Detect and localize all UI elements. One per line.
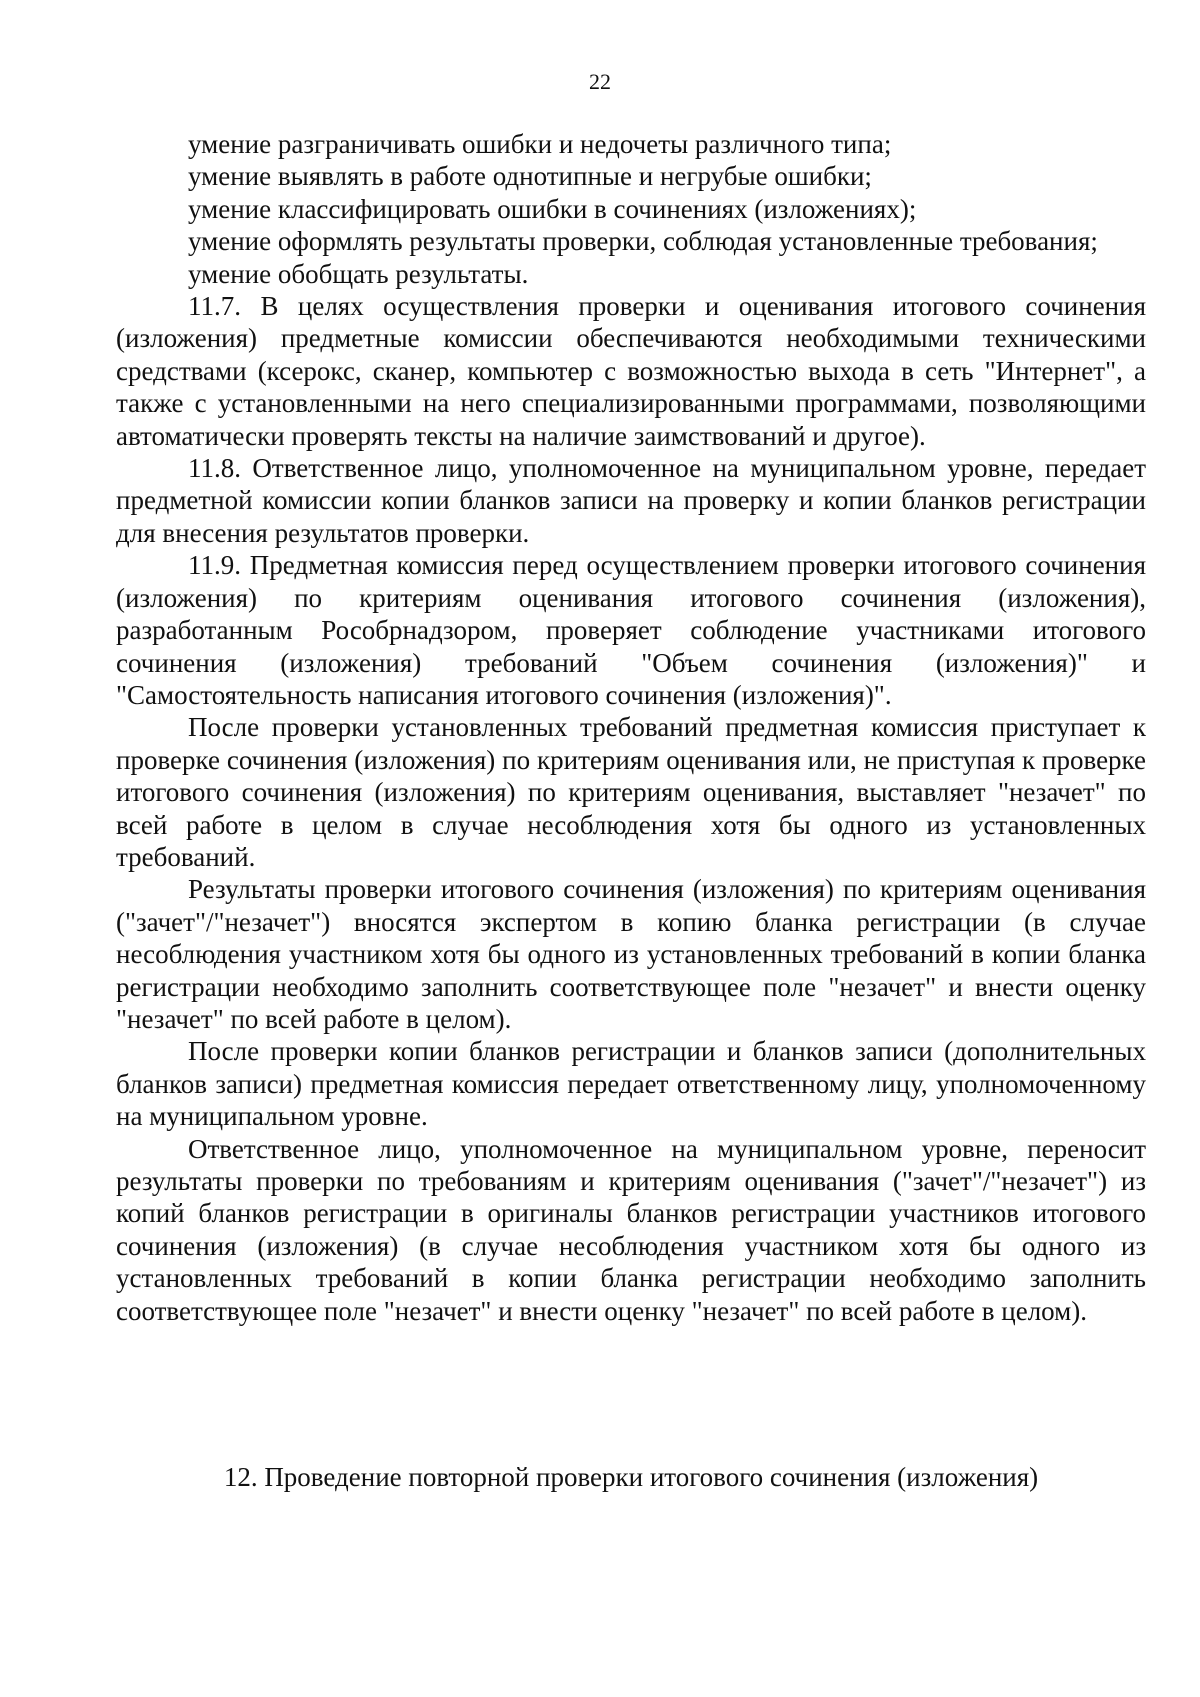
paragraph: умение выявлять в работе однотипные и негрубые ошибки;	[188, 161, 872, 192]
paragraph: Результаты проверки итогового сочинения (изложения) по критериям оценивания ("зачет"/"незачет") вносятся экспертом в копию бланка регистрации (в случае несоблюдения участником хотя бы одного из установленных требований в копии бланка регистрации необходимо заполнить соответствующее поле "незачет" и внести оценку "незачет" по всей работе в целом).	[116, 874, 1146, 1034]
paragraph: умение разграничивать ошибки и недочеты различного типа;	[188, 129, 892, 159]
paragraph: После проверки установленных требований предметная комиссия приступает к проверке сочинения (изложения) по критериям оценивания или, не приступая к проверке итогового сочинения (изложения) по критериям оценивания, выставляет "незачет" по всей работе в целом в случае несоблюдения хотя бы одного из установленных требований.	[116, 712, 1146, 872]
paragraph: умение классифицировать ошибки в сочинениях (изложениях);	[188, 193, 917, 224]
section-heading: 12. Проведение повторной проверки итогового сочинения (изложения)	[223, 1462, 1039, 1492]
page-number: 22	[589, 69, 611, 94]
paragraph: умение обобщать результаты.	[188, 258, 529, 289]
paragraph: 11.9. Предметная комиссия перед осуществлением проверки итогового сочинения (изложения) по критериям оценивания итогового сочинения (изложения), разработанным Рособрнадзором, проверяет соблюдение участниками итогового сочинения (изложения) требований "Объем сочинения (изложения)" и "Самостоятельность написания итогового сочинения (изложения)".	[116, 550, 1146, 710]
paragraph: 11.8. Ответственное лицо, уполномоченное на муниципальном уровне, передает предметной комиссии копии бланков записи на проверку и копии бланков регистрации для внесения результатов проверки.	[116, 453, 1146, 548]
paragraph: После проверки копии бланков регистрации и бланков записи (дополнительных бланков записи) предметная комиссия передает ответственному лицу, уполномоченному на муниципальном уровне.	[116, 1036, 1146, 1132]
paragraph: 11.7. В целях осуществления проверки и оценивания итогового сочинения (изложения) предметные комиссии обеспечиваются необходимыми техническими средствами (ксерокс, сканер, компьютер с возможностью выхода в сеть "Интернет", а также с установленными на него специализированными программами, позволяющими автоматически проверять тексты на наличие заимствований и другое).	[116, 291, 1146, 451]
paragraph: умение оформлять результаты проверки, соблюдая установленные требования;	[188, 226, 1098, 257]
paragraph: Ответственное лицо, уполномоченное на муниципальном уровне, переносит результаты проверки по требованиям и критериям оценивания ("зачет"/"незачет") из копий бланков регистрации в оригиналы бланков регистрации участников итогового сочинения (изложения) (в случае несоблюдения участником хотя бы одного из установленных требований в копии бланка регистрации необходимо заполнить соответствующее поле "незачет" и внести оценку "незачет" по всей работе в целом).	[116, 1133, 1146, 1326]
body-text	[116, 128, 1146, 1327]
